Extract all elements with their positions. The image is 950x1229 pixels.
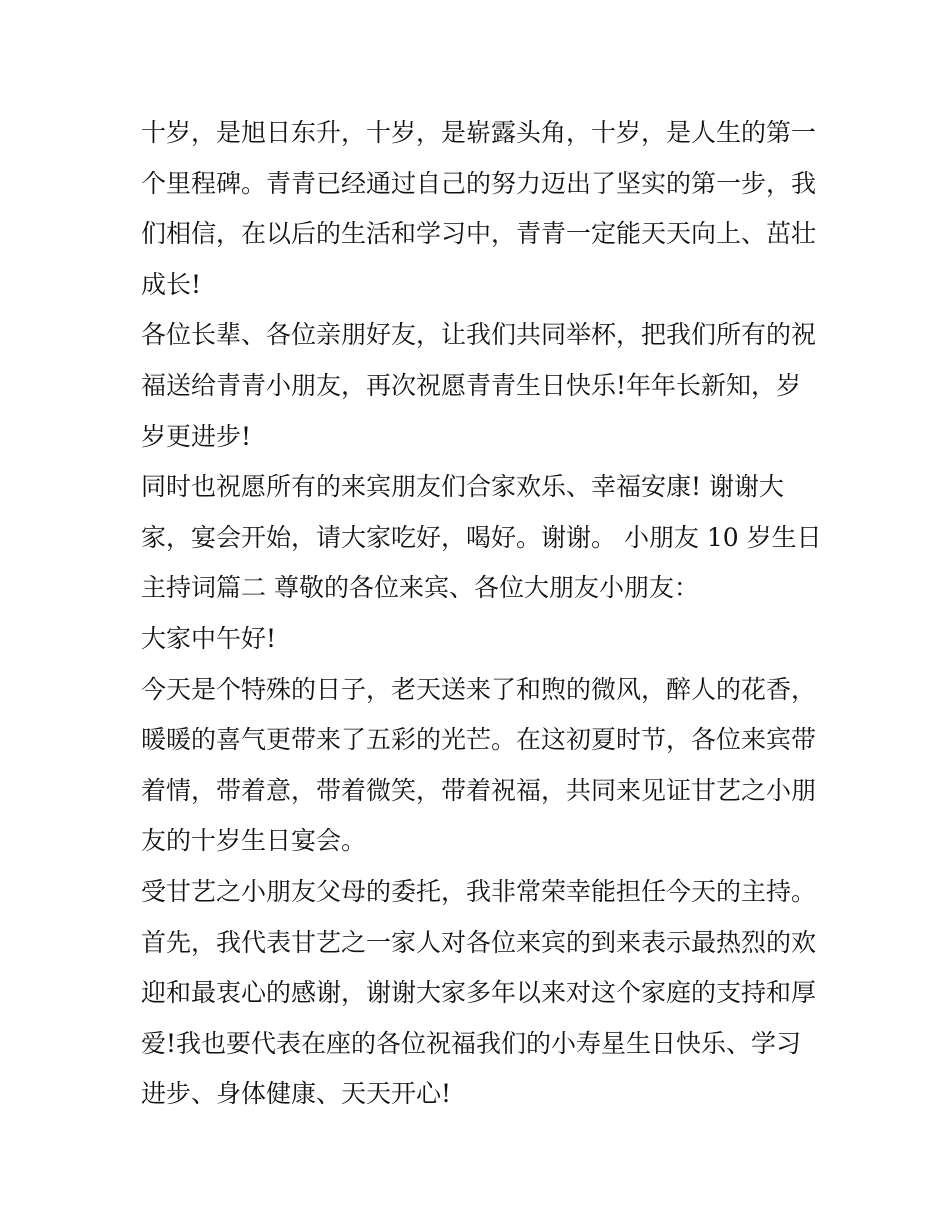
text-line: 迎和最衷心的感谢，谢谢大家多年以来对这个家庭的支持和厚 (141, 978, 817, 1008)
text-line: 们相信，在以后的生活和学习中，青青一定能天天向上、茁壮 (141, 219, 817, 249)
text-line: 着情，带着意，带着微笑，带着祝福，共同来见证甘艺之小朋 (141, 775, 817, 805)
text-line: 今天是个特殊的日子，老天送来了和煦的微风，醉人的花香， (141, 674, 817, 704)
text-line: 成长! (141, 269, 202, 299)
text-line: 十岁，是旭日东升，十岁，是崭露头角，十岁，是人生的第一 (141, 118, 817, 147)
text-line: 岁更进步! (141, 421, 252, 451)
text-line: 家，宴会开始，请大家吃好，喝好。谢谢。 小朋友 10 岁生日 (141, 522, 822, 552)
text-line: 进步、身体健康、天天开心! (141, 1079, 452, 1109)
text-line: 爱!我也要代表在座的各位祝福我们的小寿星生日快乐、学习 (141, 1028, 802, 1058)
text-line: 福送给青青小朋友，再次祝愿青青生日快乐!年年长新知，岁 (141, 370, 802, 400)
text-line: 各位长辈、各位亲朋好友，让我们共同举杯，把我们所有的祝 (141, 320, 817, 350)
body-text (141, 108, 822, 1120)
text-line: 友的十岁生日宴会。 (141, 826, 367, 856)
text-line: 首先，我代表甘艺之一家人对各位来宾的到来表示最热烈的欢 (141, 927, 817, 957)
text-line: 个里程碑。青青已经通过自己的努力迈出了坚实的第一步，我 (141, 168, 817, 198)
text-line: 受甘艺之小朋友父母的委托，我非常荣幸能担任今天的主持。 (141, 876, 817, 906)
text-line: 主持词篇二 尊敬的各位来宾、各位大朋友小朋友： (141, 573, 699, 603)
text-line: 暖暖的喜气更带来了五彩的光芒。在这初夏时节，各位来宾带 (141, 725, 817, 755)
text-line: 同时也祝愿所有的来宾朋友们合家欢乐、幸福安康! 谢谢大 (141, 472, 784, 502)
text-line: 大家中午好! (141, 623, 277, 653)
